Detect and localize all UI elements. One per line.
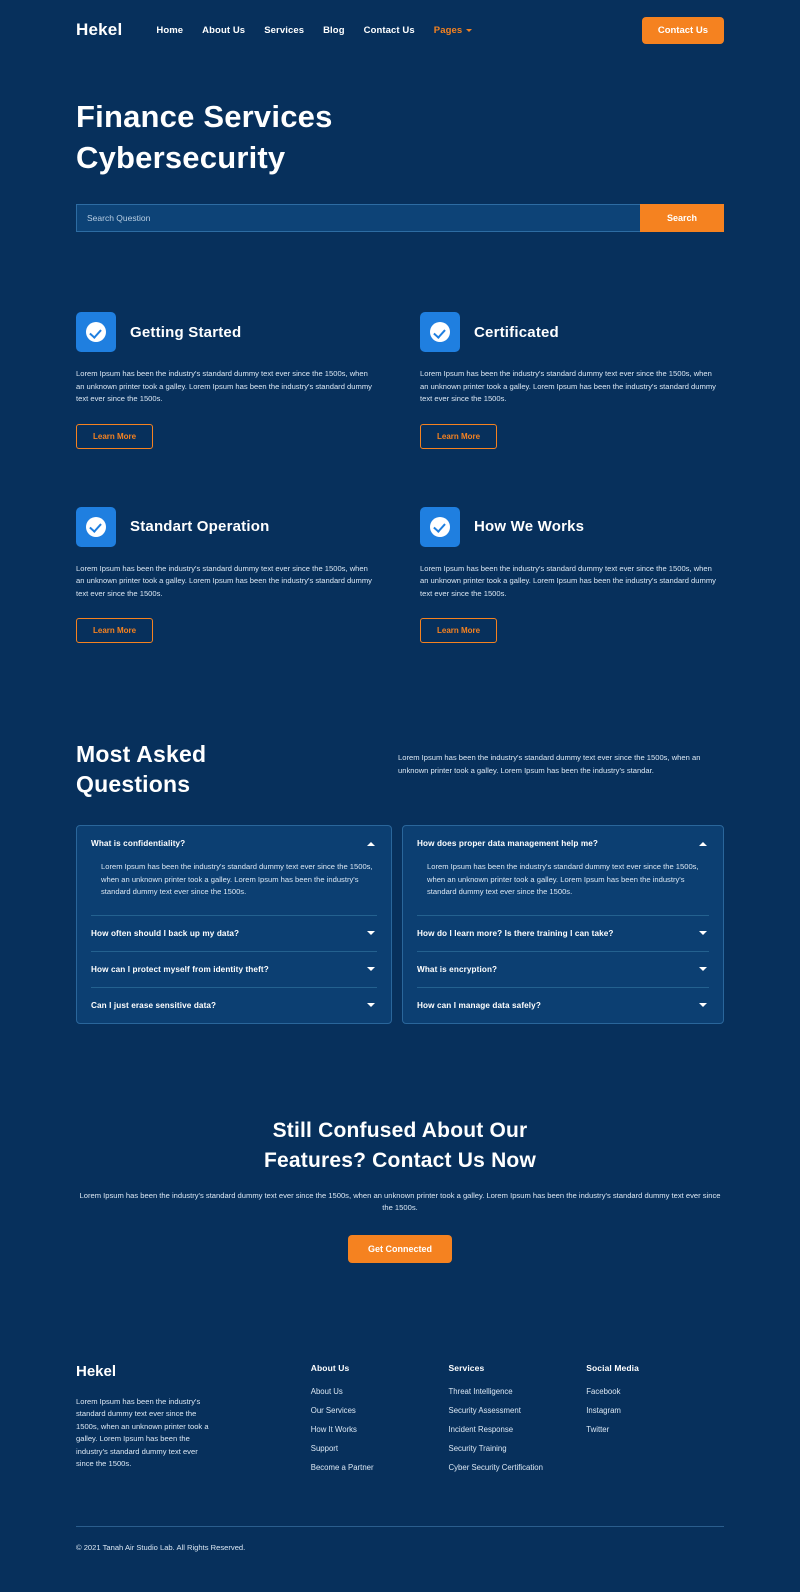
chevron-up-icon [367, 842, 375, 846]
chevron-down-icon [367, 967, 375, 971]
faq-question-label: How do I learn more? Is there training I can take? [417, 928, 614, 938]
footer-link[interactable]: About Us [310, 1386, 343, 1396]
footer-link-instagram[interactable]: Instagram [586, 1405, 621, 1415]
feature-header [420, 312, 720, 352]
nav-item-about-us[interactable]: About Us [202, 24, 246, 36]
feature-title: How We Works [474, 518, 585, 535]
faq-columns [76, 825, 724, 1024]
brand-logo[interactable]: Hekel [76, 20, 123, 39]
footer-column-social-media [586, 1363, 724, 1482]
footer-about-text: Lorem Ipsum has been the industry's standard dummy text ever since the 1500s, when an unknown printer took a galley. Lorem Ipsum has been the industry's standard dummy text ever since the 1500s. [76, 1396, 209, 1468]
footer-link[interactable]: Threat Intelligence [448, 1386, 513, 1396]
cta-title-line1: Still Confused About Our [272, 1118, 528, 1142]
faq-column-right [402, 825, 724, 1024]
chevron-down-icon [699, 1003, 707, 1007]
chevron-down-icon [699, 931, 707, 935]
hero-title-line2: Cybersecurity [76, 140, 286, 175]
nav-item-pages[interactable] [434, 25, 473, 36]
feature-description: Lorem Ipsum has been the industry's standard dummy text ever since the 1500s, when an unknown printer took a galley. Lorem Ipsum has been the industry's standard dummy text ever since the 1500s. [76, 369, 372, 403]
faq-intro-text: Lorem Ipsum has been the industry's standard dummy text ever since the 1500s, when an unknown printer took a galley. Lorem Ipsum has been the industry's standar. [398, 753, 701, 775]
faq-question-label: What is confidentiality? [91, 839, 186, 848]
faq-question-toggle[interactable] [91, 988, 377, 1023]
faq-question-label: What is encryption? [417, 964, 498, 974]
nav-item-home[interactable]: Home [156, 24, 184, 36]
faq-item [91, 826, 377, 916]
faq-item [91, 916, 377, 952]
footer-brand-block [76, 1363, 311, 1482]
cta-title [76, 1116, 724, 1176]
footer-logo[interactable]: Hekel [76, 1362, 117, 1380]
hero-title [76, 96, 724, 178]
faq-question-toggle[interactable] [91, 952, 377, 987]
nav-item-services[interactable]: Services [264, 24, 305, 36]
feature-learn-more-button[interactable]: Learn More [76, 618, 153, 643]
faq-question-label: Can I just erase sensitive data? [91, 1000, 217, 1010]
cta-title-line2: Features? Contact Us Now [263, 1148, 536, 1172]
chevron-down-icon [367, 931, 375, 935]
feature-header [420, 507, 720, 547]
feature-learn-more-button[interactable]: Learn More [420, 618, 497, 643]
feature-header [76, 312, 398, 352]
check-circle-icon [76, 312, 116, 352]
faq-column-left [76, 825, 392, 1024]
search-button[interactable]: Search [640, 204, 724, 232]
faq-title [76, 739, 398, 799]
footer-link[interactable]: Security Training [448, 1443, 507, 1453]
faq-item [417, 988, 709, 1023]
cta-section [0, 1116, 800, 1263]
faq-question-label: How can I protect myself from identity theft? [91, 964, 269, 974]
faq-question-toggle[interactable] [417, 952, 709, 987]
footer-link[interactable]: How It Works [310, 1424, 357, 1434]
header-contact-button[interactable]: Contact Us [642, 17, 724, 44]
faq-item [417, 826, 709, 916]
footer-column-services [449, 1363, 587, 1482]
faq-item [417, 952, 709, 988]
footer-link[interactable]: Support [310, 1443, 339, 1453]
footer-link[interactable]: Cyber Security Certification [448, 1462, 543, 1472]
feature-description: Lorem Ipsum has been the industry's standard dummy text ever since the 1500s, when an unknown printer took a galley. Lorem Ipsum has been the industry's standard dummy text ever since the 1500s. [420, 369, 716, 403]
features-grid [0, 312, 800, 643]
site-footer [0, 1363, 800, 1592]
faq-item [417, 916, 709, 952]
cta-description: Lorem Ipsum has been the industry's standard dummy text ever since the 1500s, when an unknown printer took a galley. Lorem Ipsum has been the industry's standard dummy text ever since the 1500s. [79, 1190, 721, 1212]
hero-section [0, 60, 800, 232]
site-header [0, 0, 800, 60]
get-connected-button[interactable]: Get Connected [348, 1235, 452, 1263]
footer-link[interactable]: Our Services [310, 1405, 356, 1415]
footer-column-title: About Us [310, 1362, 350, 1373]
faq-question-toggle[interactable] [417, 826, 709, 861]
hero-title-line1: Finance Services [76, 99, 333, 134]
footer-link-twitter[interactable]: Twitter [586, 1424, 610, 1434]
faq-item [91, 952, 377, 988]
footer-link[interactable]: Become a Partner [310, 1462, 374, 1472]
faq-header [76, 739, 724, 799]
feature-learn-more-button[interactable]: Learn More [420, 424, 497, 449]
hero-search-bar [76, 204, 724, 232]
feature-title: Getting Started [130, 323, 242, 341]
nav-item-pages-label: Pages [433, 24, 463, 36]
chevron-down-icon [466, 29, 472, 32]
feature-learn-more-button[interactable]: Learn More [76, 424, 153, 449]
faq-question-label: How does proper data management help me? [417, 839, 598, 848]
faq-question-label: How often should I back up my data? [91, 928, 240, 938]
search-input[interactable] [76, 204, 640, 232]
feature-description: Lorem Ipsum has been the industry's standard dummy text ever since the 1500s, when an unknown printer took a galley. Lorem Ipsum has been the industry's standard dummy text ever since the 1500s. [420, 563, 716, 598]
feature-card-standart-operation [76, 507, 398, 644]
faq-answer: Lorem Ipsum has been the industry's standard dummy text ever since the 1500s, when an unknown printer took a galley. Lorem Ipsum has been the industry's standard dummy text ever since the 1500s. [427, 862, 699, 896]
feature-card-how-we-works [398, 507, 720, 644]
feature-card-certificated [398, 312, 720, 449]
faq-question-toggle[interactable] [91, 826, 377, 861]
faq-section [0, 739, 800, 1024]
faq-title-line2: Questions [76, 771, 191, 797]
main-navigation [156, 25, 641, 36]
faq-question-toggle[interactable] [91, 916, 377, 951]
faq-item [91, 988, 377, 1023]
footer-link[interactable]: Security Assessment [448, 1405, 521, 1415]
feature-header [76, 507, 398, 547]
feature-title: Certificated [474, 323, 559, 341]
feature-title: Standart Operation [130, 518, 270, 535]
faq-question-label: How can I manage data safely? [417, 1000, 541, 1010]
copyright-text: © 2021 Tanah Air Studio Lab. All Rights Reserved. [76, 1542, 246, 1552]
nav-item-contact-us[interactable]: Contact Us [363, 24, 415, 36]
faq-title-line1: Most Asked [76, 741, 207, 767]
chevron-up-icon [699, 842, 707, 846]
feature-description: Lorem Ipsum has been the industry's standard dummy text ever since the 1500s, when an unknown printer took a galley. Lorem Ipsum has been the industry's standard dummy text ever since the 1500s. [76, 563, 372, 598]
faq-question-toggle[interactable] [417, 916, 709, 951]
faq-question-toggle[interactable] [417, 988, 709, 1023]
footer-link[interactable]: Incident Response [448, 1424, 514, 1434]
footer-column-about-us [311, 1363, 449, 1482]
check-circle-icon [420, 312, 460, 352]
footer-column-title: Services [448, 1362, 485, 1373]
chevron-down-icon [699, 967, 707, 971]
footer-link-facebook[interactable]: Facebook [586, 1386, 621, 1396]
faq-answer: Lorem Ipsum has been the industry's standard dummy text ever since the 1500s, when an unknown printer took a galley. Lorem Ipsum has been the industry's standard dummy text ever since the 1500s. [101, 862, 373, 896]
check-circle-icon [420, 507, 460, 547]
footer-column-title: Social Media [586, 1362, 639, 1373]
footer-columns [76, 1363, 724, 1482]
feature-card-getting-started [76, 312, 398, 449]
chevron-down-icon [367, 1003, 375, 1007]
check-circle-icon [76, 507, 116, 547]
nav-item-blog[interactable]: Blog [323, 24, 345, 36]
